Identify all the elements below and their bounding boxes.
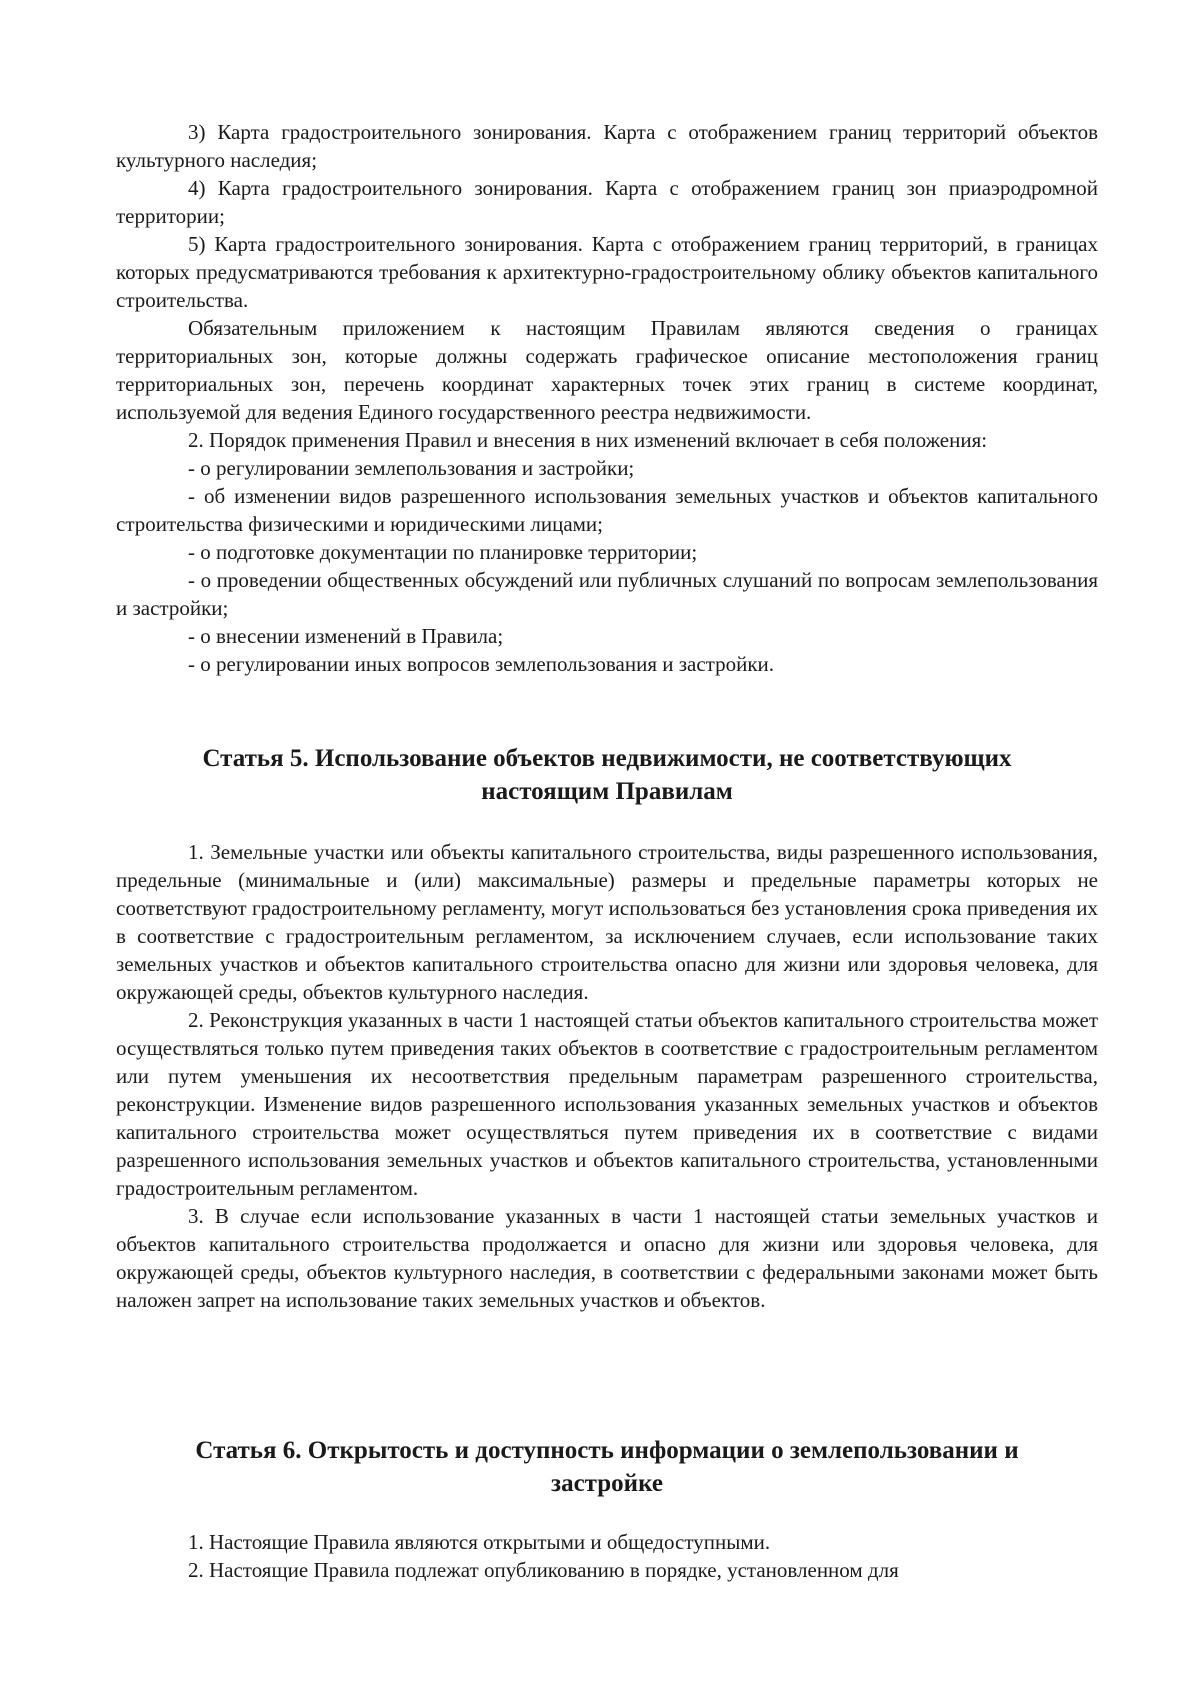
heading-line: Статья 6. Открытость и доступность информации о землепользовании и xyxy=(195,1437,1019,1464)
article-5-heading xyxy=(116,742,1098,808)
list-item: - о регулировании иных вопросов землепользования и застройки. xyxy=(188,652,775,676)
paragraph: 3. В случае если использование указанных в части 1 настоящей статьи земельных участков и объектов капитального строительства продолжается и опасно для жизни или здоровья человека, для окружающей среды, объектов культурного наследия, в соответствии с федеральными законами может быть наложен запрет на использование таких земельных участков и объектов. xyxy=(116,1204,1098,1312)
paragraph: 2. Настоящие Правила подлежат опубликованию в порядке, установленном для xyxy=(188,1558,899,1582)
list-item: - о подготовке документации по планировке территории; xyxy=(188,540,698,564)
heading-line: Статья 5. Использование объектов недвижимости, не соответствующих xyxy=(202,745,1012,772)
paragraph: 1. Настоящие Правила являются открытыми и общедоступными. xyxy=(188,1530,771,1554)
heading-line: настоящим Правилам xyxy=(481,778,733,805)
list-item: - о регулировании землепользования и застройки; xyxy=(188,456,635,480)
heading-line: застройке xyxy=(551,1470,663,1497)
paragraph: 3) Карта градостроительного зонирования. Карта с отображением границ территорий объектов культурного наследия; xyxy=(116,120,1098,172)
paragraph: 2. Порядок применения Правил и внесения в них изменений включает в себя положения: xyxy=(188,428,988,452)
paragraph: 5) Карта градостроительного зонирования. Карта с отображением границ территорий, в границах которых предусматриваются требования к архитектурно-градостроительному облику объектов капитального строительства. xyxy=(116,232,1098,312)
intro-section xyxy=(116,118,1098,678)
article-5-body xyxy=(116,838,1098,1314)
paragraph: 2. Реконструкция указанных в части 1 настоящей статьи объектов капитального строительства может осуществляться только путем приведения таких объектов в соответствие с градостроительным регламентом или путем уменьшения их несоответствия предельным параметрам разрешенного строительства, реконструкции. Изменение видов разрешенного использования указанных земельных участков и объектов капитального строительства может осуществляться путем приведения их в соответствие с видами разрешенного использования земельных участков и объектов капитального строительства, установленными градостроительным регламентом. xyxy=(116,1008,1098,1200)
list-item: - о внесении изменений в Правила; xyxy=(188,624,504,648)
article-6-body xyxy=(116,1528,1098,1584)
paragraph: 4) Карта градостроительного зонирования. Карта с отображением границ зон приаэродромной территории; xyxy=(116,176,1098,228)
list-item: - об изменении видов разрешенного использования земельных участков и объектов капитального строительства физическими и юридическими лицами; xyxy=(116,484,1098,536)
article-6-heading xyxy=(116,1434,1098,1500)
paragraph: 1. Земельные участки или объекты капитального строительства, виды разрешенного использования, предельные (минимальные и (или) максимальные) размеры и предельные параметры которых не соответствуют градостроительному регламенту, могут использоваться без установления срока приведения их в соответствие с градостроительным регламентом, за исключением случаев, если использование таких земельных участков и объектов капитального строительства опасно для жизни или здоровья человека, для окружающей среды, объектов культурного наследия. xyxy=(116,840,1098,1004)
paragraph: Обязательным приложением к настоящим Правилам являются сведения о границах территориальных зон, которые должны содержать графическое описание местоположения границ территориальных зон, перечень координат характерных точек этих границ в системе координат, используемой для ведения Единого государственного реестра недвижимости. xyxy=(116,316,1098,424)
list-item: - о проведении общественных обсуждений или публичных слушаний по вопросам землепользования и застройки; xyxy=(116,568,1098,620)
